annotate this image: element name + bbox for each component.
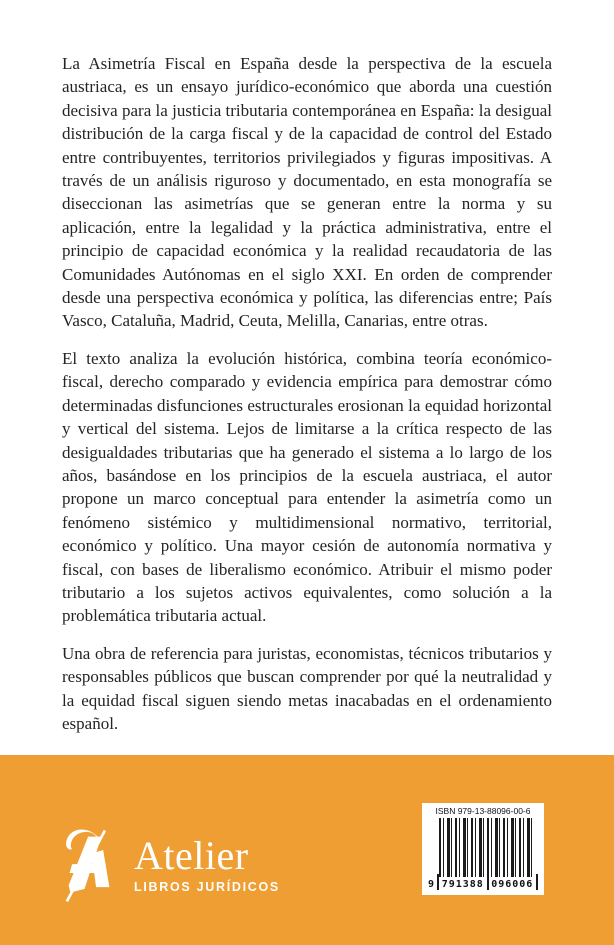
isbn-barcode	[422, 803, 544, 895]
barcode-digit-group-1: 791388	[441, 879, 484, 890]
synopsis-paragraph-3: Una obra de referencia para juristas, economistas, técnicos tributarios y responsables públicos que buscan comprender por qué la neutralidad y la equidad fiscal siguen siendo metas inacabadas en el ordenamiento español.	[62, 643, 552, 733]
barcode-bars-icon	[439, 818, 535, 877]
synopsis-paragraph-2: El texto analiza la evolución histórica, combina teoría económico-fiscal, derecho comparado y evidencia empírica para demostrar cómo determinadas disfunciones estructurales erosionan la equidad horizontal y vertical del sistema. Lejos de limitarse a la crítica respecto de las desigualdades tributarias que ha generado el sistema a lo largo de los años, basándose en los principios de la escuela austriaca, el autor propone un marco conceptual para entender la asimetría como un fenómeno sistémico y multidimensional normativo, territorial, económico y político. Una mayor cesión de autonomía normativa y fiscal, con bases de liberalismo económico. Atribuir el mismo poder tributario a los sujetos activos equivalentes, como solución a la problemática tributaria actual.	[62, 348, 552, 626]
barcode-digit-group-2: 096006	[491, 879, 534, 890]
publisher-logo	[58, 825, 280, 905]
atelier-a-logo-icon	[58, 825, 120, 905]
barcode-guard-icon	[536, 874, 538, 890]
synopsis-block	[62, 52, 552, 749]
publisher-name: Atelier	[134, 833, 249, 878]
publisher-tagline: LIBROS JURÍDICOS	[134, 880, 280, 894]
isbn-label: ISBN 979-13-88096-00-6	[435, 806, 531, 816]
barcode-digit-lead: 9	[428, 879, 435, 890]
barcode-digits	[428, 877, 538, 890]
publisher-band	[0, 755, 614, 945]
synopsis-paragraph-1: La Asimetría Fiscal en España desde la perspectiva de la escuela austriaca, es un ensayo jurídico-económico que aborda una cuestión decisiva para la justicia tributaria contemporánea en España: la desigual distribución de la carga fiscal y de la capacidad de control del Estado entre contribuyentes, territorios privilegiados y figuras impositivas. A través de un análisis riguroso y documentado, en esta monografía se diseccionan las asimetrías que se generan entre la norma y su aplicación, entre la legalidad y la práctica administrativa, entre el principio de capacidad económica y la realidad recaudatoria de las Comunidades Autónomas en el siglo XXI. En orden de comprender desde una perspectiva económica y política, las diferencias entre; País Vasco, Cataluña, Madrid, Ceuta, Melilla, Canarias, entre otras.	[62, 54, 552, 331]
